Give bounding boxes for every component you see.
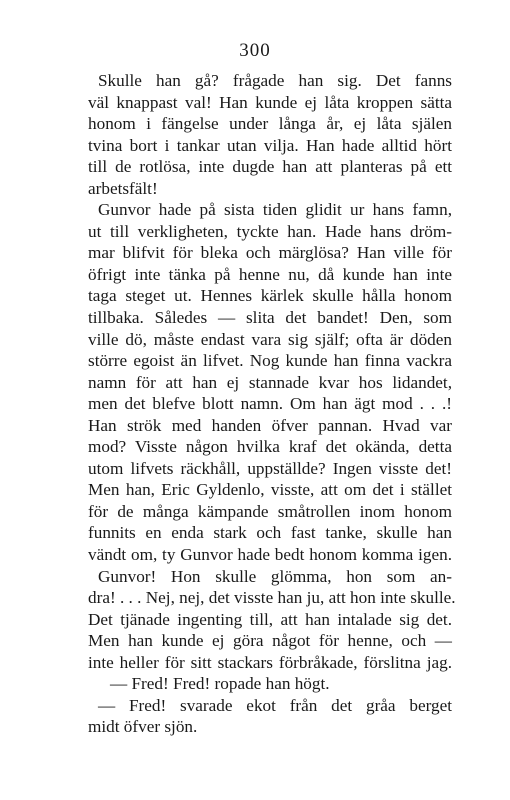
text-line: mod? Visste någon hvilka kraf det okända, detta xyxy=(88,437,452,457)
text-line: Men han, Eric Gyldenlo, visste, att om det i stället xyxy=(88,480,452,500)
text-line: funnits en enda stark och fast tanke, skulle han xyxy=(88,523,452,543)
text-line: arbetsfält! xyxy=(88,178,158,198)
text-line: Skulle han gå? frågade han sig. Det fanns xyxy=(98,71,452,90)
text-line: dra! . . . Nej, nej, det visste han ju, att hon inte skulle. xyxy=(88,588,456,608)
text-line: mar blifvit för bleka och märglösa? Han ville för xyxy=(88,243,452,263)
text-line: tvina bort i tankar utan vilja. Han hade alltid hört xyxy=(88,135,452,155)
text-line: ut till verkligheten, tyckte han. Hade hans dröm- xyxy=(88,221,452,241)
text-line: midt öfver sjön. xyxy=(88,717,198,737)
text-line: — Fred! svarade ekot från det gråa berget xyxy=(98,695,452,715)
text-line: väl knappast val! Han kunde ej låta kroppen sätta xyxy=(88,92,452,112)
text-line: till de rotlösa, inte dugde han att planteras på ett xyxy=(88,157,452,177)
text-line: utom lifvets räckhåll, uppställde? Ingen visste det! xyxy=(88,458,452,478)
text-line: öfrigt inte tänka på henne nu, då kunde han inte xyxy=(88,264,452,284)
text-line: inte heller för sitt stackars förbråkade, förslitna jag. xyxy=(88,652,452,672)
text-line: taga steget ut. Hennes kärlek skulle hålla honom xyxy=(88,286,452,306)
text-line: Det tjänade ingenting till, att han intalade sig det. xyxy=(88,609,452,629)
text-line: Han strök med handen öfver pannan. Hvad var xyxy=(88,415,452,435)
text-line: ville dö, måste endast vara sig själf; ofta är döden xyxy=(88,329,452,349)
page-number: 300 xyxy=(239,40,271,61)
text-line: Gunvor hade på sista tiden glidit ur hans famn, xyxy=(98,200,452,220)
text-line: Men han kunde ej göra något för henne, och — xyxy=(88,631,452,651)
body-text xyxy=(88,70,456,738)
text-line: namn för att han ej stannade kvar hos lidandet, xyxy=(88,372,452,392)
text-line: Gunvor! Hon skulle glömma, hon som an- xyxy=(98,566,452,586)
text-line: vändt om, ty Gunvor hade bedt honom komma igen. xyxy=(88,545,452,565)
text-line: större egoist än lifvet. Nog kunde han finna vackra xyxy=(88,351,452,371)
text-line: tillbaka. Således — slita det bandet! Den, som xyxy=(88,308,452,328)
text-line: — Fred! Fred! ropade han högt. xyxy=(110,674,330,694)
text-line: men det blefve blott namn. Om han ägt mod . . .! xyxy=(88,394,452,414)
text-line: för de många kämpande småtrollen inom honom xyxy=(88,501,452,521)
text-line: honom i fängelse under långa år, ej låta själen xyxy=(88,114,452,134)
